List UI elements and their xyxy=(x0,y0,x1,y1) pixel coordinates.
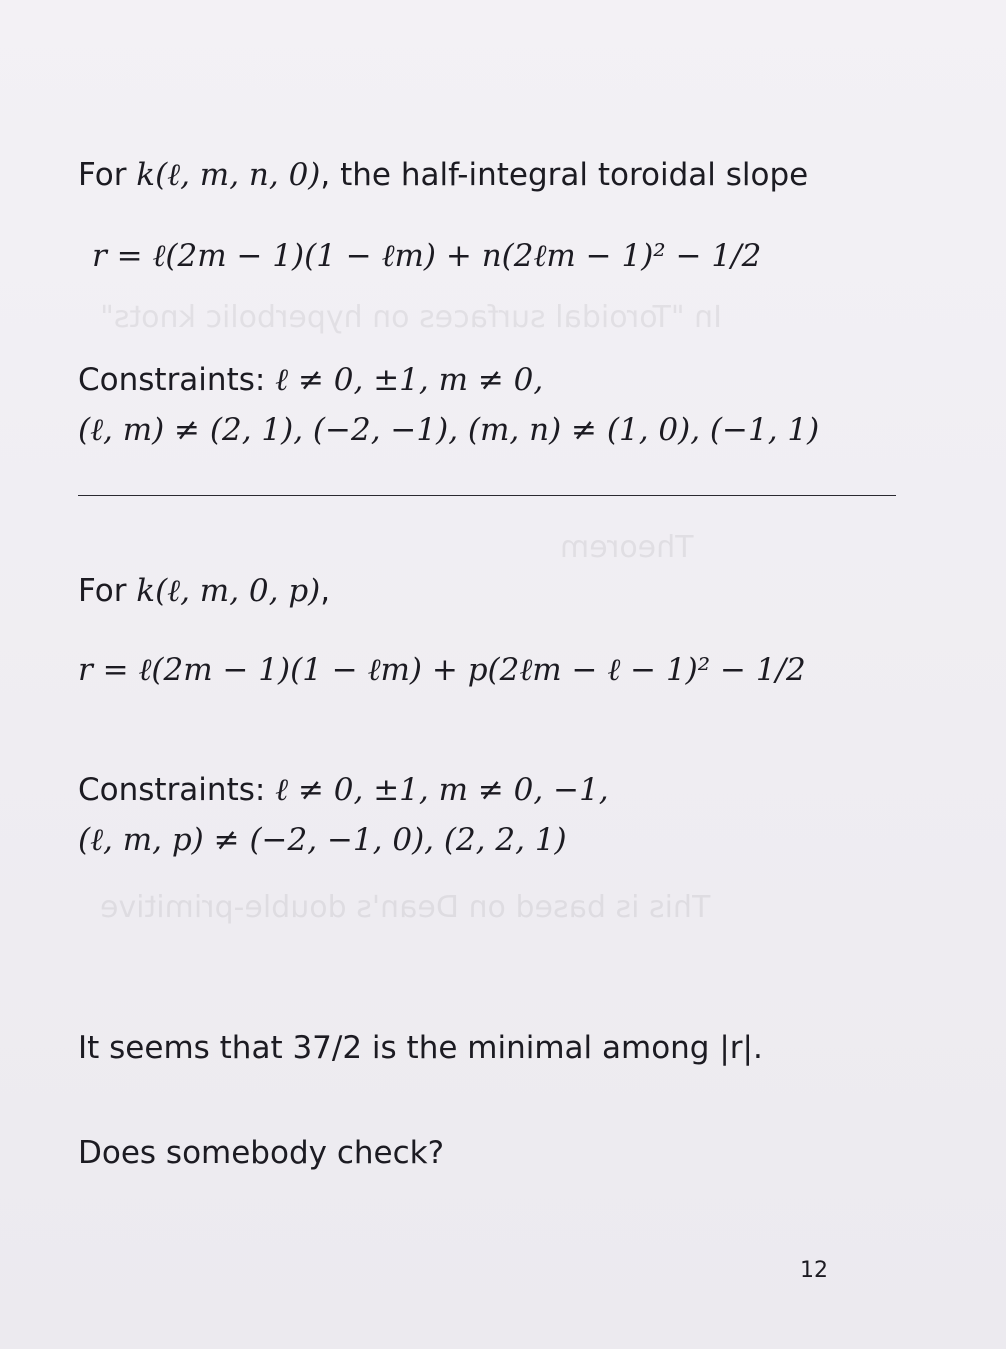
section2-intro: For k(ℓ, m, 0, p), xyxy=(78,573,331,609)
question-text: Does somebody check? xyxy=(78,1135,445,1171)
section1-constraints-line2: (ℓ, m) ≠ (2, 1), (−2, −1), (m, n) ≠ (1, 0), (−1, 1) xyxy=(78,412,820,448)
section2-constraints-line1: Constraints: ℓ ≠ 0, ±1, m ≠ 0, −1, xyxy=(78,772,609,808)
section1-formula: r = ℓ(2m − 1)(1 − ℓm) + n(2ℓm − 1)² − 1/2 xyxy=(92,238,762,274)
page-number: 12 xyxy=(800,1258,828,1283)
section1-intro: For k(ℓ, m, n, 0), the half-integral toroidal slope xyxy=(78,157,809,193)
bleed-through-box: Theorem xyxy=(560,530,694,565)
section2-formula: r = ℓ(2m − 1)(1 − ℓm) + p(2ℓm − ℓ − 1)² − 1/2 xyxy=(78,652,806,688)
section-divider xyxy=(78,495,896,496)
knot-k-lm0p: k(ℓ, m, 0, p) xyxy=(136,573,321,609)
bleed-through-text: This is based on Dean's double-primitive xyxy=(100,890,711,925)
knot-k-lmn0: k(ℓ, m, n, 0) xyxy=(136,157,321,193)
bleed-through-text: In "Toroidal surfaces on hyperbolic knots" xyxy=(100,300,723,335)
section1-constraints-line1: Constraints: ℓ ≠ 0, ±1, m ≠ 0, xyxy=(78,362,544,398)
section2-constraints-line2: (ℓ, m, p) ≠ (−2, −1, 0), (2, 2, 1) xyxy=(78,822,567,858)
conclusion-text: It seems that 37/2 is the minimal among |r|. xyxy=(78,1030,763,1066)
